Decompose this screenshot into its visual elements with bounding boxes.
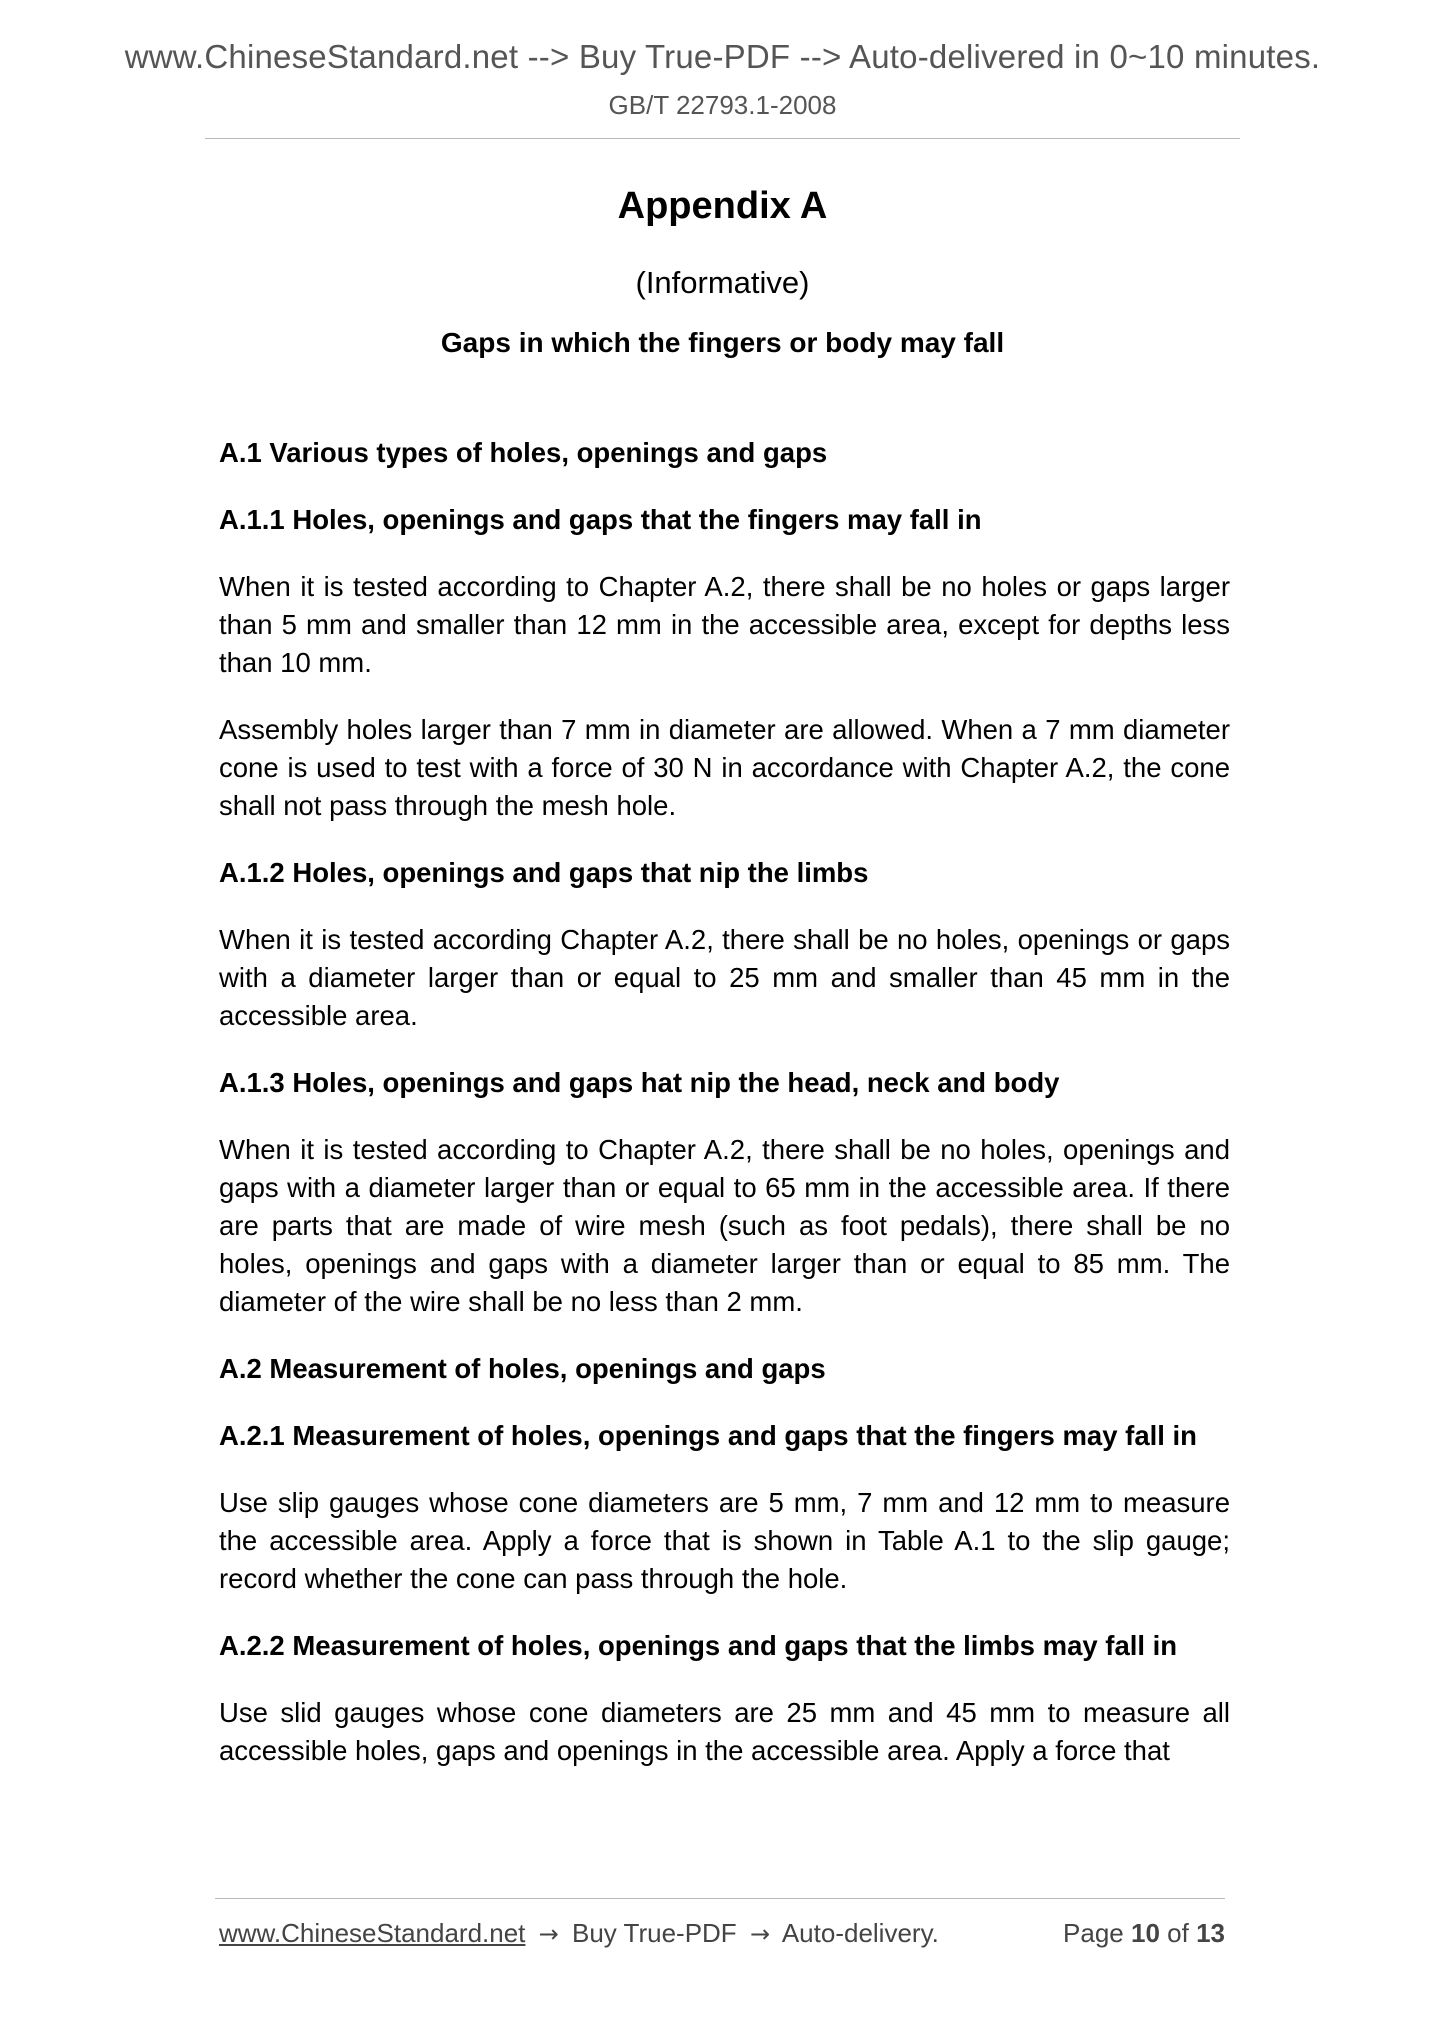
standard-code: GB/T 22793.1-2008 bbox=[608, 90, 837, 120]
body-paragraph: Use slip gauges whose cone diameters are 5 mm, 7 mm and 12 mm to measure the accessible area. Apply a force that is shown in Table A.1 to the slip gauge; record whether the cone can pass through the hole. bbox=[219, 1487, 1230, 1594]
appendix-subtitle: (Informative) bbox=[635, 265, 810, 300]
section-heading: A.2.1 Measurement of holes, openings and gaps that the fingers may fall in bbox=[219, 1420, 1197, 1451]
section-heading: A.2.2 Measurement of holes, openings and gaps that the limbs may fall in bbox=[219, 1630, 1178, 1661]
page-indicator bbox=[1063, 1918, 1225, 1949]
section-heading: A.1.2 Holes, openings and gaps that nip the limbs bbox=[219, 857, 869, 888]
section-heading: A.1.3 Holes, openings and gaps hat nip the head, neck and body bbox=[219, 1067, 1060, 1098]
arrow-right-icon: → bbox=[749, 1920, 771, 1948]
footer-delivery-text: Auto-delivery. bbox=[781, 1918, 939, 1948]
footer-site-link[interactable]: www.ChineseStandard.net bbox=[219, 1918, 526, 1948]
page-footer bbox=[219, 1918, 1225, 1949]
body-paragraph: Use slid gauges whose cone diameters are 25 mm and 45 mm to measure all accessible holes, gaps and openings in the accessible area. Apply a force that bbox=[219, 1697, 1230, 1766]
page-number: 10 bbox=[1131, 1918, 1160, 1948]
section-heading: A.1.1 Holes, openings and gaps that the fingers may fall in bbox=[219, 504, 982, 535]
section-heading: A.2 Measurement of holes, openings and gaps bbox=[219, 1353, 826, 1384]
body-paragraph: When it is tested according to Chapter A.2, there shall be no holes, openings and gaps with a diameter larger than or equal to 65 mm in the accessible area. If there are parts that are made of wire mesh (such as foot pedals), there shall be no holes, openings and gaps with a diameter larger than or equal to 85 mm. The diameter of the wire shall be no less than 2 mm. bbox=[219, 1134, 1230, 1317]
document-body bbox=[219, 434, 1230, 1799]
top-banner: www.ChineseStandard.net --> Buy True-PDF --> Auto-delivered in 0~10 minutes. bbox=[124, 38, 1321, 75]
section-heading: A.1 Various types of holes, openings and gaps bbox=[219, 437, 828, 468]
footer-buy-text: Buy True-PDF bbox=[571, 1918, 737, 1948]
body-paragraph: Assembly holes larger than 7 mm in diameter are allowed. When a 7 mm diameter cone is used to test with a force of 30 N in accordance with Chapter A.2, the cone shall not pass through the mesh hole. bbox=[219, 714, 1230, 821]
footer-divider bbox=[215, 1898, 1225, 1899]
page-label: Page bbox=[1063, 1918, 1124, 1948]
body-paragraph: When it is tested according Chapter A.2, there shall be no holes, openings or gaps with a diameter larger than or equal to 25 mm and smaller than 45 mm in the accessible area. bbox=[219, 924, 1230, 1031]
arrow-right-icon: → bbox=[538, 1920, 559, 1948]
page-of-label: of bbox=[1167, 1918, 1189, 1948]
body-paragraph: When it is tested according to Chapter A.2, there shall be no holes or gaps larger than 5 mm and smaller than 12 mm in the accessible area, except for depths less than 10 mm. bbox=[219, 571, 1230, 678]
appendix-caption: Gaps in which the fingers or body may fall bbox=[440, 327, 1005, 358]
appendix-title: Appendix A bbox=[617, 185, 828, 227]
header-divider bbox=[205, 138, 1240, 139]
page-total: 13 bbox=[1196, 1918, 1225, 1948]
